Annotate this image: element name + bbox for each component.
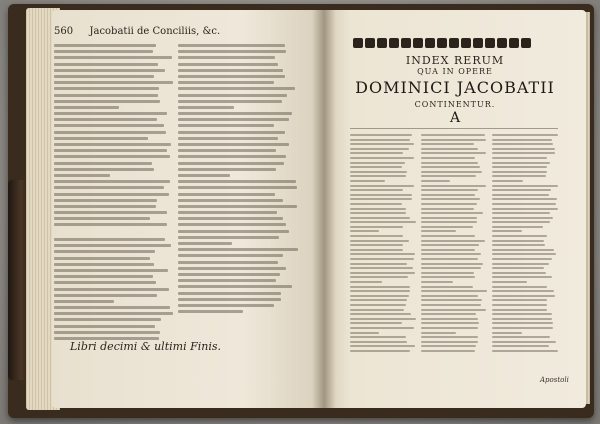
ornament-block	[497, 38, 507, 48]
text-line	[54, 63, 158, 66]
text-line	[350, 327, 414, 329]
text-line	[54, 193, 169, 196]
text-line	[421, 157, 475, 159]
text-line	[421, 203, 477, 205]
text-line	[350, 240, 409, 242]
ornament-block	[509, 38, 519, 48]
text-line	[492, 134, 558, 136]
index-continentur: CONTINENTUR.	[414, 100, 496, 109]
text-line	[350, 166, 402, 168]
text-line	[54, 318, 161, 321]
text-line	[54, 331, 160, 334]
text-line	[421, 162, 478, 164]
text-line	[350, 175, 406, 177]
ornament-block	[353, 38, 363, 48]
ornament-block	[485, 38, 495, 48]
text-line	[54, 143, 171, 146]
text-line	[492, 212, 550, 214]
text-line	[178, 149, 276, 152]
text-line	[421, 143, 474, 145]
text-line	[492, 322, 553, 324]
text-line	[492, 230, 522, 232]
ornament-block	[521, 38, 531, 48]
ornament-block	[365, 38, 375, 48]
text-line	[54, 44, 156, 47]
text-line	[54, 217, 150, 220]
text-line	[178, 273, 280, 276]
text-line	[178, 75, 285, 78]
text-line	[350, 295, 409, 297]
text-line	[421, 171, 482, 173]
text-line	[350, 185, 414, 187]
text-line	[492, 221, 550, 223]
text-line	[178, 217, 283, 220]
text-line	[350, 134, 412, 136]
text-line	[492, 318, 552, 320]
text-line	[350, 286, 410, 288]
text-line	[421, 332, 456, 334]
ornament-block	[413, 38, 423, 48]
left-text-column-1-lower	[54, 238, 174, 346]
text-line	[492, 166, 547, 168]
left-running-head	[54, 26, 220, 37]
text-line	[178, 230, 289, 233]
text-line	[54, 50, 153, 53]
text-line	[54, 162, 152, 165]
text-line	[421, 134, 485, 136]
text-line	[421, 212, 483, 214]
text-line	[492, 235, 547, 237]
text-line	[350, 258, 414, 260]
text-line	[492, 253, 556, 255]
text-line	[492, 198, 557, 200]
text-line	[492, 350, 558, 352]
text-line	[54, 81, 173, 84]
text-line	[421, 185, 486, 187]
text-line	[178, 106, 234, 109]
text-line	[350, 253, 415, 255]
text-line	[350, 235, 403, 237]
text-line	[492, 194, 549, 196]
text-line	[350, 267, 413, 269]
text-line	[178, 87, 295, 90]
index-column-1	[350, 134, 416, 362]
text-line	[421, 148, 478, 150]
text-line	[350, 263, 407, 265]
text-line	[421, 221, 477, 223]
text-line	[178, 193, 275, 196]
text-line	[350, 350, 410, 352]
text-line	[492, 249, 554, 251]
text-line	[350, 318, 416, 320]
text-line	[178, 186, 297, 189]
text-line	[492, 185, 558, 187]
text-line	[178, 69, 283, 72]
text-line	[492, 162, 550, 164]
text-line	[421, 152, 486, 154]
text-line	[54, 244, 171, 247]
ornament-block	[473, 38, 483, 48]
text-line	[492, 345, 549, 347]
text-line	[492, 332, 522, 334]
text-line	[350, 290, 410, 292]
text-line	[178, 118, 289, 121]
text-line	[54, 281, 156, 284]
ornament-block	[437, 38, 447, 48]
text-line	[421, 175, 476, 177]
text-line	[421, 249, 475, 251]
text-line	[421, 208, 474, 210]
index-rule	[350, 128, 558, 129]
text-line	[178, 81, 274, 84]
text-line	[178, 44, 285, 47]
text-line	[492, 336, 550, 338]
text-line	[350, 203, 402, 205]
text-line	[178, 285, 292, 288]
text-line	[421, 341, 478, 343]
text-line	[421, 345, 476, 347]
text-line	[54, 112, 167, 115]
text-line	[350, 304, 406, 306]
page-number: 560	[54, 26, 74, 37]
text-line	[492, 258, 552, 260]
text-line	[421, 217, 477, 219]
text-line	[421, 318, 478, 320]
text-line	[54, 211, 167, 214]
text-line	[350, 212, 406, 214]
text-line	[178, 279, 276, 282]
text-line	[54, 199, 157, 202]
text-line	[421, 304, 481, 306]
text-line	[350, 309, 404, 311]
section-letter: A	[449, 110, 461, 126]
text-line	[178, 124, 274, 127]
text-line	[178, 63, 278, 66]
text-line	[54, 312, 173, 315]
text-line	[350, 171, 407, 173]
text-line	[178, 100, 282, 103]
text-line	[492, 276, 552, 278]
ornament-block	[401, 38, 411, 48]
text-line	[54, 257, 150, 260]
text-line	[54, 294, 157, 297]
text-line	[421, 295, 478, 297]
text-line	[421, 235, 475, 237]
index-column-2	[421, 134, 487, 362]
text-line	[350, 189, 403, 191]
text-line	[350, 230, 379, 232]
text-line	[54, 238, 165, 241]
text-line	[421, 322, 479, 324]
text-line	[350, 341, 407, 343]
ornament-block	[425, 38, 435, 48]
text-line	[54, 155, 170, 158]
text-line	[421, 313, 476, 315]
text-line	[350, 272, 415, 274]
text-line	[350, 299, 407, 301]
text-line	[350, 217, 410, 219]
text-line	[54, 56, 172, 59]
text-line	[492, 299, 547, 301]
catchword: Apostoli	[540, 376, 569, 384]
text-line	[178, 155, 286, 158]
text-line	[178, 211, 277, 214]
text-line	[421, 276, 475, 278]
text-line	[492, 272, 546, 274]
text-line	[54, 168, 154, 171]
text-line	[178, 223, 286, 226]
text-line	[54, 75, 154, 78]
closing-line: Libri decimi & ultimi Finis.	[70, 340, 221, 353]
text-line	[178, 199, 283, 202]
text-line	[178, 205, 297, 208]
text-line	[492, 327, 553, 329]
text-line	[178, 242, 232, 245]
text-line	[421, 309, 486, 311]
text-line	[350, 281, 382, 283]
text-line	[350, 157, 414, 159]
text-line	[178, 137, 278, 140]
text-line	[350, 336, 406, 338]
text-line	[492, 341, 556, 343]
text-line	[178, 261, 278, 264]
text-line	[492, 286, 547, 288]
text-line	[178, 254, 283, 257]
text-line	[492, 217, 553, 219]
text-line	[421, 139, 486, 141]
text-line	[350, 332, 379, 334]
text-line	[421, 258, 478, 260]
text-line	[54, 250, 155, 253]
text-line	[54, 306, 170, 309]
text-line	[492, 143, 553, 145]
text-line	[350, 208, 406, 210]
text-line	[492, 263, 549, 265]
text-line	[492, 244, 545, 246]
text-line	[350, 143, 414, 145]
text-line	[178, 56, 275, 59]
text-line	[54, 275, 153, 278]
text-line	[54, 137, 148, 140]
text-line	[178, 248, 298, 251]
ornament-block	[449, 38, 459, 48]
text-line	[350, 198, 412, 200]
text-line	[421, 290, 487, 292]
text-line	[492, 226, 543, 228]
index-subtitle: QUA IN OPERE	[417, 67, 493, 76]
text-line	[54, 87, 159, 90]
text-line	[54, 124, 164, 127]
text-line	[350, 194, 412, 196]
text-line	[178, 298, 281, 301]
text-line	[178, 50, 286, 53]
text-line	[350, 148, 409, 150]
ornament-block	[377, 38, 387, 48]
text-line	[54, 106, 119, 109]
index-title: INDEX RERUM	[405, 54, 505, 67]
text-line	[350, 244, 403, 246]
text-line	[54, 325, 155, 328]
text-line	[350, 152, 403, 154]
text-line	[178, 236, 279, 239]
text-line	[492, 313, 552, 315]
text-line	[178, 310, 243, 313]
text-line	[54, 223, 167, 226]
text-line	[178, 112, 292, 115]
text-line	[350, 276, 408, 278]
index-column-3	[492, 134, 558, 362]
text-line	[350, 162, 405, 164]
text-line	[350, 345, 415, 347]
text-line	[178, 174, 230, 177]
text-line	[350, 313, 411, 315]
text-line	[178, 304, 274, 307]
text-line	[178, 131, 285, 134]
text-line	[54, 288, 169, 291]
left-text-column-1	[54, 44, 174, 234]
text-line	[54, 131, 166, 134]
text-line	[178, 180, 296, 183]
text-line	[54, 174, 110, 177]
text-line	[492, 309, 547, 311]
text-line	[421, 180, 450, 182]
text-line	[178, 162, 284, 165]
text-line	[421, 166, 480, 168]
text-line	[492, 281, 527, 283]
text-line	[492, 240, 544, 242]
text-line	[178, 292, 281, 295]
text-line	[421, 226, 473, 228]
text-line	[178, 94, 287, 97]
running-title: Jacobatii de Conciliis, &c.	[89, 26, 221, 37]
text-line	[178, 143, 289, 146]
text-line	[54, 180, 170, 183]
text-line	[492, 148, 555, 150]
text-line	[421, 350, 475, 352]
text-line	[492, 203, 556, 205]
text-line	[178, 267, 286, 270]
ornament-block	[389, 38, 399, 48]
text-line	[54, 186, 164, 189]
text-line	[421, 327, 478, 329]
text-line	[350, 249, 403, 251]
header-ornament	[352, 37, 532, 49]
text-line	[421, 240, 485, 242]
text-line	[492, 152, 555, 154]
text-line	[54, 300, 114, 303]
text-line	[350, 322, 402, 324]
text-line	[178, 168, 276, 171]
text-line	[492, 295, 555, 297]
text-line	[421, 189, 478, 191]
text-line	[492, 139, 552, 141]
text-line	[350, 226, 403, 228]
text-line	[54, 94, 158, 97]
text-line	[421, 267, 481, 269]
text-line	[421, 272, 474, 274]
text-line	[421, 253, 481, 255]
text-line	[492, 304, 547, 306]
text-line	[492, 180, 523, 182]
text-line	[421, 281, 453, 283]
text-line	[421, 286, 473, 288]
text-line	[492, 267, 544, 269]
text-line	[350, 139, 410, 141]
text-line	[421, 336, 478, 338]
text-line	[350, 180, 385, 182]
text-line	[350, 221, 416, 223]
ornament-block	[461, 38, 471, 48]
text-line	[54, 269, 168, 272]
text-line	[54, 118, 157, 121]
text-line	[421, 244, 479, 246]
text-line	[54, 100, 160, 103]
text-line	[492, 157, 547, 159]
text-line	[492, 189, 551, 191]
text-line	[54, 69, 165, 72]
text-line	[421, 263, 483, 265]
text-line	[54, 205, 156, 208]
text-line	[421, 198, 480, 200]
text-line	[54, 149, 167, 152]
text-line	[492, 171, 547, 173]
text-line	[492, 208, 558, 210]
text-line	[492, 175, 546, 177]
text-line	[421, 194, 475, 196]
text-line	[421, 299, 482, 301]
index-author: DOMINICI JACOBATII	[355, 78, 555, 97]
text-line	[421, 230, 456, 232]
left-text-column-2	[178, 44, 298, 322]
text-line	[492, 290, 554, 292]
text-line	[54, 263, 154, 266]
